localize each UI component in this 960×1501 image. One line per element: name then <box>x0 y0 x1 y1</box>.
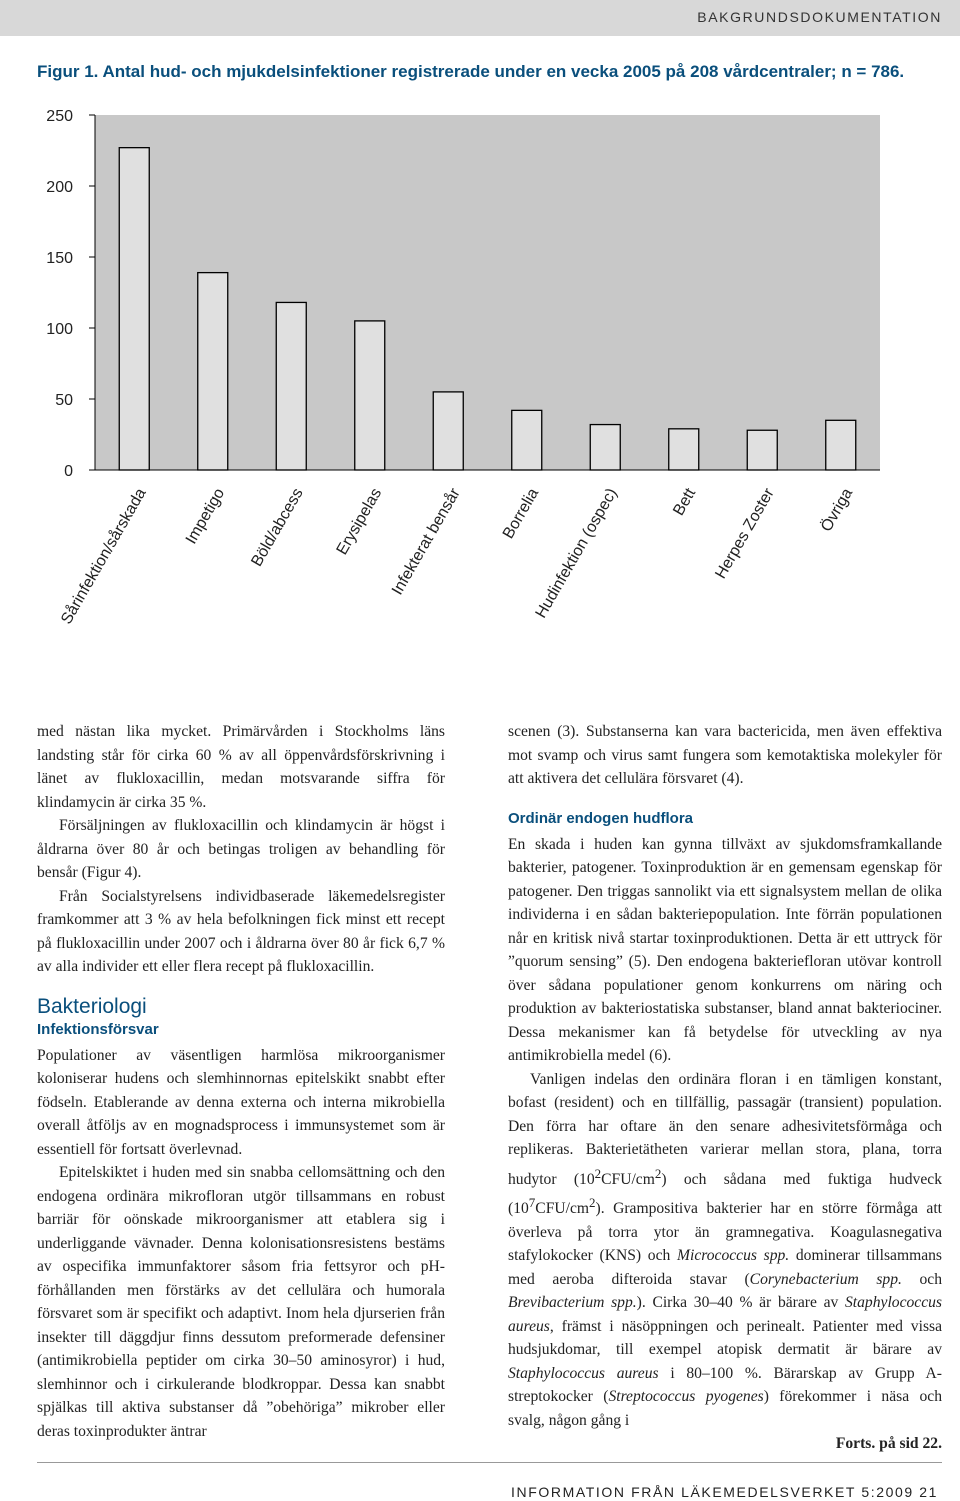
paragraph: med nästan lika mycket. Primärvården i Stockholms läns landsting står för cirka 60 % av all öppenvårdsförskrivning i länet av flukloxacillin, medan motsvarande siffra för klindamycin är cirka 35 %. <box>37 723 445 811</box>
text-run: ) och sådana med fuktiga hudveck (10 <box>508 1170 942 1218</box>
x-tick-label: Erysipelas <box>333 485 386 558</box>
bar <box>512 410 542 470</box>
bar <box>355 321 385 470</box>
x-tick-label: Infekterat bensår <box>388 485 464 598</box>
bar-chart <box>0 90 960 670</box>
paragraph: scenen (3). Substanserna kan vara bactericida, men även effektiva mot svamp och virus samt fungera som kemotaktiska molekyler för att aktivera det cellulära försvaret (4). <box>508 723 942 787</box>
bar <box>119 148 149 470</box>
bar <box>590 425 620 470</box>
paragraph: Populationer av väsentligen harmlösa mikroorganismer koloniserar hudens och slemhinnornas epitelskikt snabbt efter födseln. Etablerande av denna externa och interna mikrobiella overall åtföljs av en mognadsprocess i immunsystemet som är essentiell för fortsatt överlevnad. <box>37 1046 445 1158</box>
species-name: Staphylococcus aureus <box>508 1364 659 1382</box>
section-label: BAKGRUNDSDOKUMENTATION <box>697 9 942 25</box>
text-run: CFU/cm <box>535 1200 590 1218</box>
species-name: Brevibacterium spp. <box>508 1294 637 1312</box>
subsection-heading: Infektionsförsvar <box>37 1020 159 1038</box>
footer-divider <box>37 1462 942 1463</box>
subsection-heading: Ordinär endogen hudflora <box>508 809 694 827</box>
bar <box>669 429 699 470</box>
species-name: Staphylococcus aureus <box>508 1294 942 1335</box>
x-tick-label: Bett <box>670 485 700 519</box>
text-run: i 80–100 %. Bärarskap av Grupp A-streptokocker ( <box>508 1364 942 1406</box>
continued-note: Forts. på sid 22. <box>835 1435 942 1453</box>
y-tick-label: 200 <box>46 179 73 196</box>
y-tick-label: 250 <box>46 108 73 125</box>
x-tick-label: Herpes Zoster <box>712 485 778 582</box>
x-tick-label: Övriga <box>817 485 857 535</box>
text-run: dominerar tillsammans med aeroba difteroida stavar ( <box>508 1247 942 1288</box>
species-name: Corynebacterium spp. <box>749 1270 902 1288</box>
bar <box>433 392 463 470</box>
paragraph: Försäljningen av flukloxacillin och klindamycin är högst i åldrarna över 80 år och betingas troligen av behandling för bensår (Figur 4). <box>37 817 445 881</box>
x-tick-label: Sårinfektion/sårskada <box>58 485 150 628</box>
page-footer: INFORMATION FRÅN LÄKEMEDELSVERKET 5:2009 21 <box>511 1484 938 1500</box>
text-run: , främst i näsöppningen och perinealt. Patienter med vissa hudsjukdomar, till exempel atopisk dermatit är bärare av <box>508 1317 942 1359</box>
figure-title: Figur 1. Antal hud- och mjukdelsinfektioner registrerade under en vecka 2005 på 208 vårdcentraler; n = 786. <box>37 62 905 81</box>
species-name: Micrococcus spp. <box>677 1247 790 1265</box>
bar <box>826 420 856 470</box>
text-run: ) förekommer i näsa och svalg, någon gång i <box>508 1388 942 1429</box>
superscript: 2 <box>654 1165 662 1181</box>
paragraph <box>508 1068 942 1433</box>
section-heading: Bakteriologi <box>37 994 147 1018</box>
paragraph: Epitelskiktet i huden med sin snabba cellomsättning och den endogena ordinära mikrofloran utgör tillsammans en robust barriär för oönskade mikroorganismer att etablera sig i underliggande vävnader. Denna kolonisationsresistens bestäms av ospecifika immunfaktorer såsom fria fettsyror och pH-förhållanden men förstärks av det cellulära och humorala försvaret som är specifikt och adaptivt. Inom hela djurserien från insekter till däggdjur finns dessutom preformerade defensiner (antimikrobiella peptider om cirka 30–50 aminosyror) i hud, slemhinnor och i cirkulerande blodkroppar. Dessa kan snabbt spjälkas till aktiva substanser då ”obehöriga” mikrober eller deras toxinprodukter äntrar <box>37 1164 445 1440</box>
x-tick-label: Hudinfektion (ospec) <box>532 485 621 622</box>
y-tick-label: 150 <box>46 250 73 267</box>
species-name: Streptococcus pyogenes <box>608 1388 764 1406</box>
text-run: CFU/cm <box>601 1170 655 1188</box>
bar <box>276 302 306 470</box>
x-tick-label: Impetigo <box>182 485 229 548</box>
right-column <box>508 720 942 1456</box>
section-banner <box>0 0 960 36</box>
y-tick-label: 50 <box>55 392 73 409</box>
text-run: och <box>901 1270 942 1288</box>
text-run: Vanligen indelas den ordinära floran i en tämligen konstant, bofast (resident) och en tillfällig, passagär (transient) population. Den förra har oftare än den senare adhesivitetsförmåga och replikeras. Bakterietätheten varierar mellan stora, plana, torra hudytor (10 <box>508 1070 942 1188</box>
x-tick-label: Borrelia <box>499 485 543 542</box>
text-run: ). Grampositiva bakterier har en större förmåga att överleva på torra ytor än gramnegativa. Koagulasnegativa stafylokocker (KNS) och <box>508 1200 942 1265</box>
superscript: 2 <box>594 1165 602 1181</box>
y-tick-label: 0 <box>64 463 73 480</box>
paragraph: Från Socialstyrelsens individbaserade läkemedelsregister framkommer att 3 % av hela befolkningen fick minst ett recept på flukloxacillin under 2007 och i åldrarna över 80 år fick 6,7 % av alla individer ett eller flera recept på flukloxacillin. <box>37 887 445 975</box>
superscript: 7 <box>528 1195 536 1211</box>
bar <box>198 273 228 470</box>
x-tick-label: Böld/abcess <box>248 485 307 570</box>
superscript: 2 <box>589 1195 596 1211</box>
paragraph: En skada i huden kan gynna tillväxt av sjukdomsframkallande bakterier, patogener. Toxinproduktion är en gemensam egenskap för patogener. Den triggas sannolikt via ett signalsystem mellan de olika individerna i en sådan bakteriepopulation. Inte förrän populationen når en kritisk nivå startar toxinproduktionen. Detta är ett uttryck för ”quorum sensing” (5). Den endogena bakteriefloran utövar kontroll över sådana populationer genom konkurrens om näring och produktion av bakteriostatiska substanser, bland annat bakteriociner. Dessa mekanismer kan få betydelse för utveckling av nya antimikrobiella medel (6). <box>508 835 942 1064</box>
left-column <box>37 720 445 1443</box>
y-tick-label: 100 <box>46 321 73 338</box>
text-run: ). Cirka 30–40 % är bärare av <box>636 1294 845 1312</box>
bar <box>747 430 777 470</box>
